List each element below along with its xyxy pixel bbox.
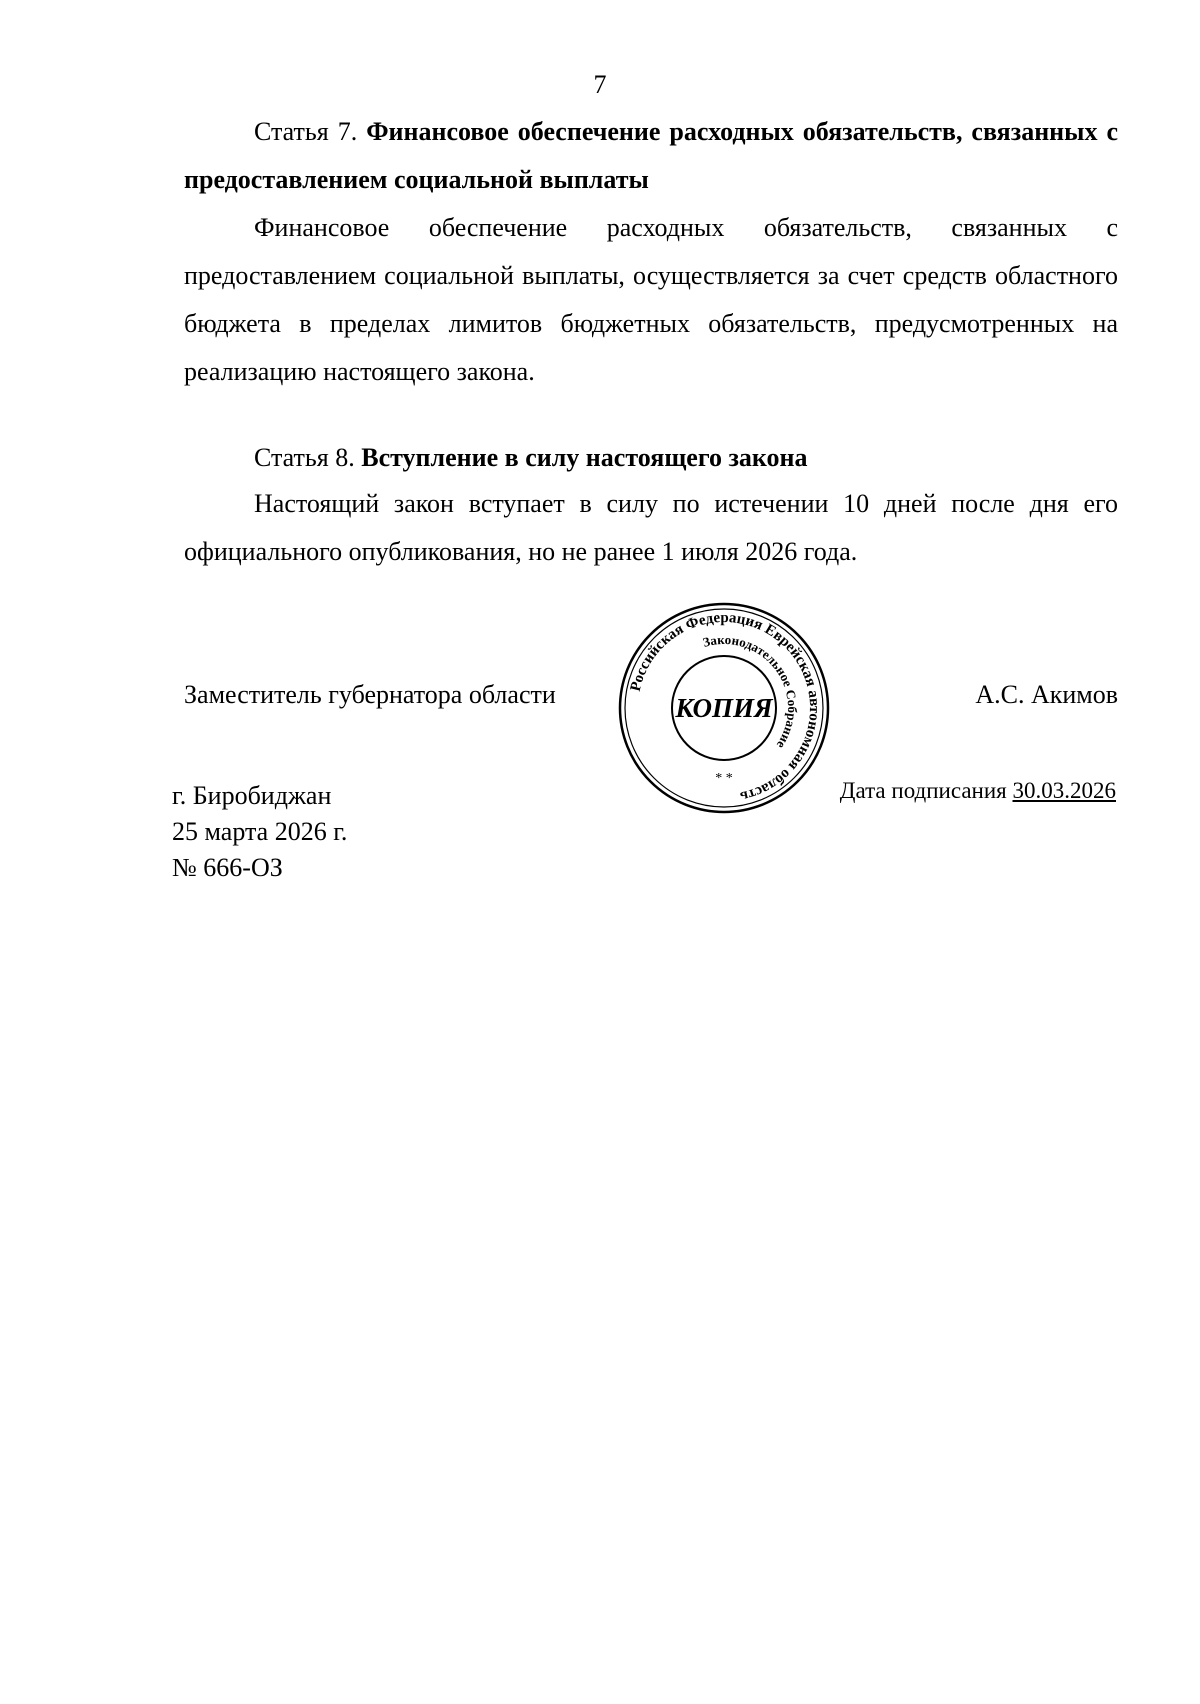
law-number: № 666-ОЗ bbox=[172, 853, 283, 882]
stamp-outer-text: Российская Федерация Еврейская автономная область bbox=[627, 609, 823, 805]
stamp-inner-text: Законодательное Собрание bbox=[701, 631, 801, 752]
stamp-center-text: КОПИЯ bbox=[675, 693, 773, 723]
signing-date-label: Дата подписания bbox=[839, 778, 1007, 803]
city: г. Биробиджан bbox=[172, 781, 332, 810]
article-8-body: Настоящий закон вступает в силу по истечении 10 дней после дня его официального опубликования, но не ранее 1 июля 2026 года. bbox=[184, 489, 1118, 566]
article-8-title: Вступление в силу настоящего закона bbox=[361, 443, 808, 472]
law-date: 25 марта 2026 г. bbox=[172, 817, 348, 846]
signer-name: А.С. Акимов bbox=[975, 680, 1118, 709]
place-date-number bbox=[172, 778, 347, 886]
signer-position: Заместитель губернатора области bbox=[184, 680, 556, 709]
article-8-prefix: Статья 8. bbox=[254, 443, 355, 472]
signing-date-value: 30.03.2026 bbox=[1012, 778, 1116, 803]
article-7-prefix: Статья 7. bbox=[254, 117, 358, 146]
article-8-heading bbox=[184, 434, 1118, 482]
signing-date bbox=[840, 778, 1116, 804]
stamp-stars: * * bbox=[715, 771, 733, 786]
article-7-title: Финансовое обеспечение расходных обязательств, связанных с предоставлением социальной выплаты bbox=[184, 117, 1118, 194]
article-7-heading bbox=[184, 108, 1118, 204]
official-stamp bbox=[614, 598, 834, 818]
stamp-seal-icon bbox=[614, 598, 834, 818]
article-7-body: Финансовое обеспечение расходных обязательств, связанных с предоставлением социальной выплаты, осуществляется за счет средств областного бюджета в пределах лимитов бюджетных обязательств, предусмотренных на реализацию настоящего закона. bbox=[184, 213, 1118, 386]
page-number: 7 bbox=[593, 70, 607, 99]
